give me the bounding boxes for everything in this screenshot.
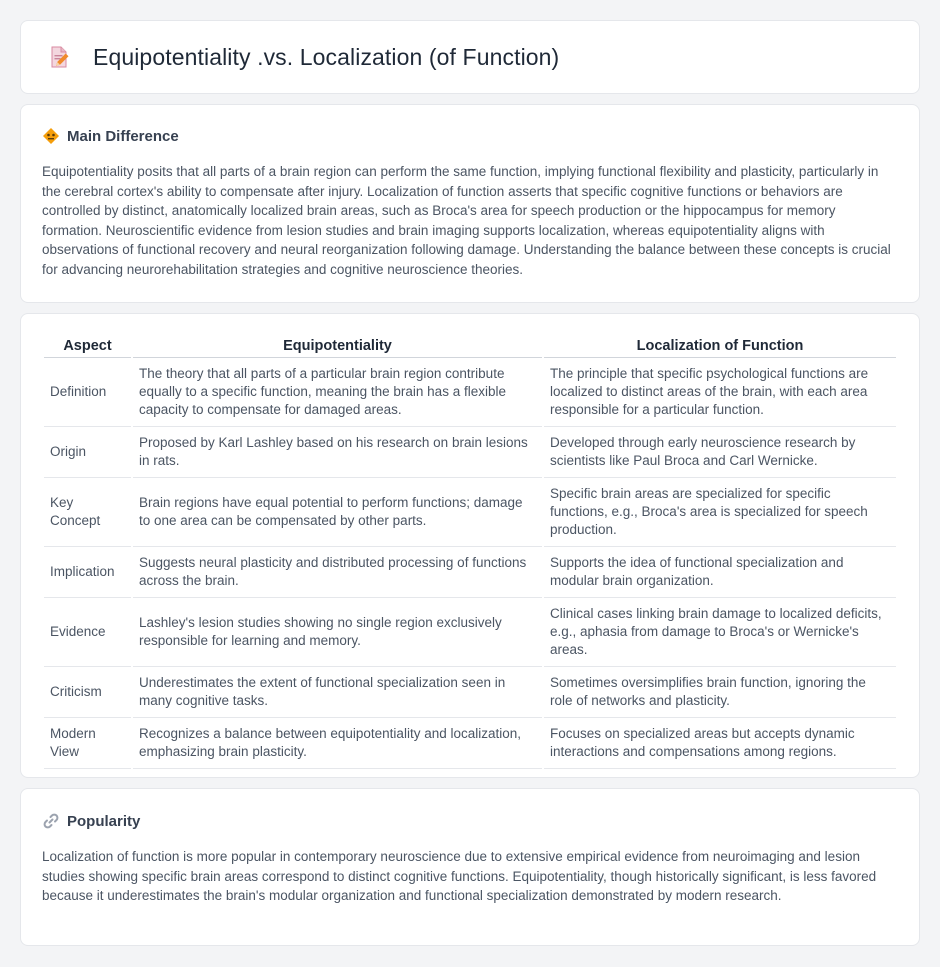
- localization-cell: Supports the idea of functional specialization and modular brain organization.: [544, 547, 896, 598]
- equipotentiality-cell: Recognizes a balance between equipotentiality and localization, emphasizing brain plasticity.: [133, 718, 542, 769]
- equipotentiality-cell: Underestimates the extent of functional specialization seen in many cognitive tasks.: [133, 667, 542, 718]
- localization-cell: Specific brain areas are specialized for specific functions, e.g., Broca's area is specialized for speech production.: [544, 478, 896, 547]
- aspect-cell: Definition: [44, 358, 131, 427]
- table-row: [44, 478, 896, 547]
- popularity-section: [20, 788, 920, 946]
- table-row: [44, 427, 896, 478]
- header-aspect: Aspect: [44, 335, 131, 358]
- table-header-row: [44, 335, 896, 358]
- table-row: [44, 598, 896, 667]
- localization-cell: Clinical cases linking brain damage to localized deficits, e.g., aphasia from damage to Broca's or Wernicke's areas.: [544, 598, 896, 667]
- equipotentiality-cell: Suggests neural plasticity and distributed processing of functions across the brain.: [133, 547, 542, 598]
- header-localization: Localization of Function: [544, 335, 896, 358]
- comparison-table: [42, 335, 898, 769]
- main-difference-section: [20, 104, 920, 303]
- equipotentiality-cell: Brain regions have equal potential to perform functions; damage to one area can be compensated by other parts.: [133, 478, 542, 547]
- table-row: [44, 547, 896, 598]
- localization-cell: Focuses on specialized areas but accepts dynamic interactions and compensations among regions.: [544, 718, 896, 769]
- localization-cell: The principle that specific psychological functions are localized to distinct areas of the brain, with each area responsible for a particular function.: [544, 358, 896, 427]
- popularity-header: [42, 812, 898, 830]
- aspect-cell: Origin: [44, 427, 131, 478]
- diamond-warning-icon: [42, 127, 60, 145]
- aspect-cell: Criticism: [44, 667, 131, 718]
- aspect-cell: Implication: [44, 547, 131, 598]
- aspect-cell: Key Concept: [44, 478, 131, 547]
- aspect-cell: Evidence: [44, 598, 131, 667]
- localization-cell: Developed through early neuroscience research by scientists like Paul Broca and Carl Wernicke.: [544, 427, 896, 478]
- main-difference-text: Equipotentiality posits that all parts of a brain region can perform the same function, implying functional flexibility and plasticity, particularly in the cerebral cortex's ability to compensate after injury. Localization of function asserts that specific cognitive functions or behaviors are controlled by distinct, anatomically localized brain areas, such as Broca's area for speech production or the hippocampus for memory formation. Neuroscientific evidence from lesion studies and brain imaging supports localization, whereas equipotentiality aligns with observations of functional recovery and neural reorganization following damage. Understanding the balance between these concepts is crucial for advancing neurorehabilitation strategies and cognitive neuroscience theories.: [42, 164, 891, 277]
- equipotentiality-cell: Proposed by Karl Lashley based on his research on brain lesions in rats.: [133, 427, 542, 478]
- table-row: [44, 718, 896, 769]
- table-row: [44, 358, 896, 427]
- equipotentiality-cell: The theory that all parts of a particular brain region contribute equally to a specific function, meaning the brain has a flexible capacity to compensate for damaged areas.: [133, 358, 542, 427]
- link-icon: [42, 812, 60, 830]
- popularity-text: Localization of function is more popular in contemporary neuroscience due to extensive empirical evidence from neuroimaging and lesion studies showing specific brain areas correspond to distinct cognitive functions. Equipotentiality, though historically significant, is less favored because it underestimates the brain's modular organization and functional specialization demonstrated by modern research.: [42, 849, 877, 903]
- header-equipotentiality: Equipotentiality: [133, 335, 542, 358]
- document-pencil-icon: [47, 45, 71, 69]
- comparison-section: [20, 313, 920, 778]
- equipotentiality-cell: Lashley's lesion studies showing no single region exclusively responsible for learning and memory.: [133, 598, 542, 667]
- title-card: [20, 20, 920, 94]
- page-title: Equipotentiality .vs. Localization (of Function): [93, 43, 560, 70]
- main-difference-title: Main Difference: [67, 127, 179, 145]
- localization-cell: Sometimes oversimplifies brain function, ignoring the role of networks and plasticity.: [544, 667, 896, 718]
- popularity-title: Popularity: [67, 812, 141, 830]
- main-difference-header: [42, 127, 898, 145]
- table-row: [44, 667, 896, 718]
- aspect-cell: Modern View: [44, 718, 131, 769]
